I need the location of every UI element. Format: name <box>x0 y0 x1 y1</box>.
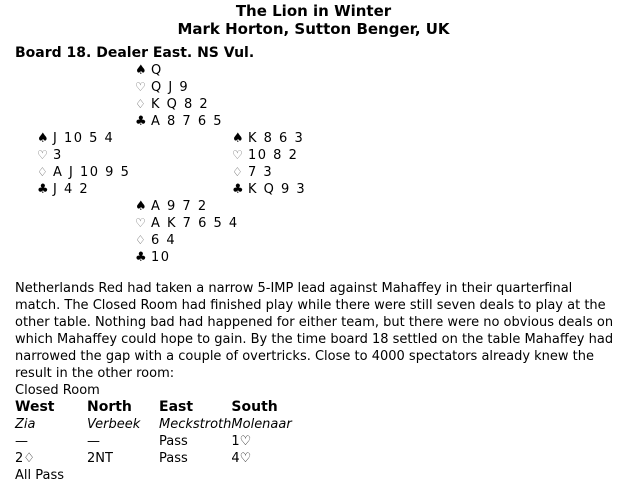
bid <box>159 467 231 484</box>
east-hearts <box>232 147 306 164</box>
south-hearts-cards: A K 7 6 5 4 <box>151 216 239 231</box>
south-clubs <box>135 249 239 266</box>
spade-icon: ♠ <box>135 199 147 214</box>
west-clubs-cards: J 4 2 <box>53 182 90 197</box>
north-spades-cards: Q <box>151 63 163 78</box>
club-icon: ♣ <box>135 250 147 265</box>
heart-icon: ♡ <box>37 148 48 162</box>
west-hearts-cards: 3 <box>53 148 63 163</box>
north-spades <box>135 62 223 79</box>
auction-round <box>15 433 311 450</box>
east-spades <box>232 130 306 147</box>
south-clubs-cards: 10 <box>151 250 171 265</box>
bid: — <box>87 434 100 449</box>
spade-icon: ♠ <box>37 131 49 146</box>
article-title: The Lion in Winter <box>235 2 392 20</box>
north-hand <box>135 62 223 130</box>
south-spades <box>135 198 239 215</box>
player-north: Verbeek <box>87 417 141 432</box>
auction-round <box>15 467 311 484</box>
east-clubs-cards: K Q 9 3 <box>248 182 307 197</box>
club-icon: ♣ <box>37 182 49 197</box>
north-diamonds-cards: K Q 8 2 <box>151 97 210 112</box>
east-spades-cards: K 8 6 3 <box>248 131 305 146</box>
spade-icon: ♠ <box>135 63 147 78</box>
north-clubs <box>135 113 223 130</box>
board-heading: Board 18. Dealer East. NS Vul. <box>15 45 255 61</box>
bid <box>231 467 311 484</box>
bid <box>87 467 159 484</box>
player-south: Molenaar <box>231 417 292 432</box>
diamond-icon: ♢ <box>135 97 146 111</box>
west-hearts <box>37 147 130 164</box>
closed-room-label: Closed Room <box>15 383 100 398</box>
player-west: Zia <box>15 417 36 432</box>
north-diamonds <box>135 96 223 113</box>
north-hearts-cards: Q J 9 <box>151 80 190 95</box>
header-north: North <box>87 399 132 415</box>
south-diamonds-cards: 6 4 <box>151 233 177 248</box>
article-byline: Mark Horton, Sutton Benger, UK <box>177 20 450 38</box>
bid: — <box>15 434 28 449</box>
west-hand <box>37 130 130 198</box>
west-clubs <box>37 181 130 198</box>
club-icon: ♣ <box>232 182 244 197</box>
heart-icon: ♡ <box>135 80 146 94</box>
south-hand <box>135 198 239 266</box>
west-spades-cards: J 10 5 4 <box>53 131 115 146</box>
east-hand <box>232 130 306 198</box>
auction-players-row <box>15 416 311 433</box>
bid: Pass <box>159 451 188 466</box>
east-diamonds-cards: 7 3 <box>248 165 274 180</box>
heart-icon: ♡ <box>135 216 146 230</box>
west-diamonds <box>37 164 130 181</box>
south-diamonds <box>135 232 239 249</box>
header-west: West <box>15 399 55 415</box>
diamond-icon: ♢ <box>135 233 146 247</box>
west-diamonds-cards: A J 10 9 5 <box>53 165 131 180</box>
bid: Pass <box>159 434 188 449</box>
spade-icon: ♠ <box>232 131 244 146</box>
east-clubs <box>232 181 306 198</box>
auction-round <box>15 450 311 467</box>
diamond-icon: ♢ <box>37 165 48 179</box>
south-spades-cards: A 9 7 2 <box>151 199 208 214</box>
north-hearts <box>135 79 223 96</box>
bid: 4♡ <box>231 451 252 466</box>
east-hearts-cards: 10 8 2 <box>248 148 299 163</box>
south-hearts <box>135 215 239 232</box>
club-icon: ♣ <box>135 114 147 129</box>
bid: 1♡ <box>231 434 252 449</box>
auction-table <box>15 399 311 484</box>
diamond-icon: ♢ <box>232 165 243 179</box>
bid: 2NT <box>87 451 113 466</box>
header-south: South <box>231 399 278 415</box>
heart-icon: ♡ <box>232 148 243 162</box>
bid: All Pass <box>15 468 65 483</box>
bid: 2♢ <box>15 451 35 466</box>
player-east: Meckstroth <box>159 417 232 432</box>
auction-header-row <box>15 399 311 416</box>
east-diamonds <box>232 164 306 181</box>
north-clubs-cards: A 8 7 6 5 <box>151 114 224 129</box>
body-paragraph: Netherlands Red had taken a narrow 5-IMP lead against Mahaffey in their quarterfinal match. The Closed Room had finished play while there were still seven deals to play at the other table. Nothing bad had happened for either team, but there were no obvious deals on which Mahaffey could hope to gain. By the time board 18 settled on the table Mahaffey had narrowed the gap with a couple of overtricks. Close to 4000 spectators already knew the result in the other room: <box>15 281 614 381</box>
header-east: East <box>159 399 194 415</box>
west-spades <box>37 130 130 147</box>
